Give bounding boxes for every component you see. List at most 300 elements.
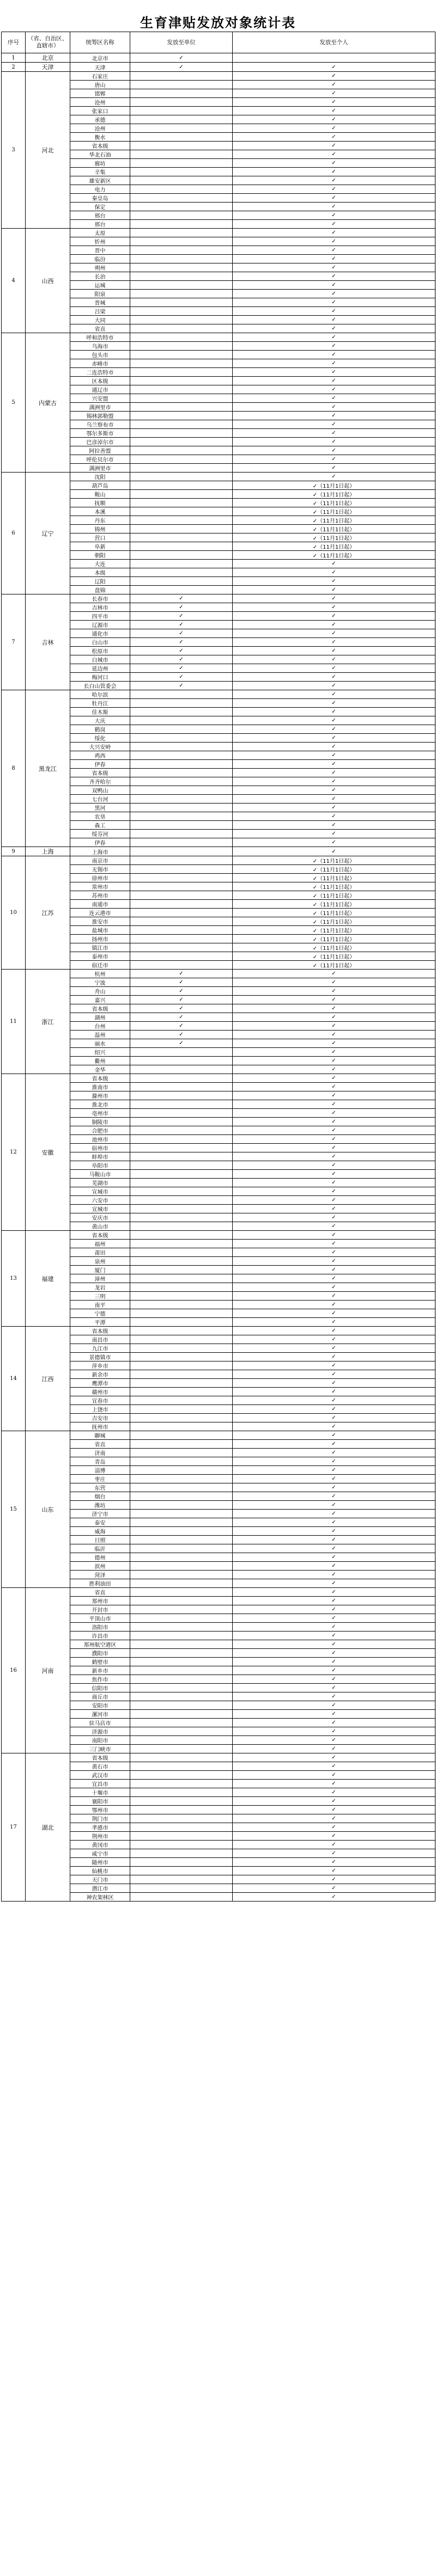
row-unit-check [130, 499, 233, 507]
row-agency: 景德镇市 [70, 1353, 130, 1361]
row-person-check: ✓（11月1日起） [233, 499, 435, 507]
row-person-check: ✓ [233, 1579, 435, 1588]
row-person-check: ✓ [233, 1483, 435, 1492]
row-unit-check [130, 900, 233, 909]
check-icon: ✓ [179, 622, 184, 628]
row-person-check: ✓（11月1日起） [233, 917, 435, 926]
row-agency: 省直 [70, 1588, 130, 1597]
row-province: 江西 [26, 1327, 70, 1431]
row-person-check: ✓ [233, 1248, 435, 1257]
row-agency: 宣城市 [70, 1187, 130, 1196]
row-province: 北京 [26, 53, 70, 63]
row-unit-check [130, 1405, 233, 1414]
row-unit-check [130, 1283, 233, 1292]
row-province: 浙江 [26, 970, 70, 1074]
row-agency: 徐州市 [70, 874, 130, 882]
row-person-check: ✓ [233, 1022, 435, 1031]
row-person-check: ✓ [233, 185, 435, 194]
row-person-check: ✓ [233, 385, 435, 394]
row-unit-check [130, 1884, 233, 1893]
row-seq: 3 [2, 72, 26, 229]
row-agency: 连云港市 [70, 909, 130, 917]
row-agency: 牡丹江 [70, 699, 130, 708]
allowance-table [1, 32, 435, 1902]
row-person-check: ✓ [233, 682, 435, 690]
row-person-check: ✓ [233, 211, 435, 220]
row-person-check: ✓ [233, 281, 435, 290]
row-unit-check [130, 1579, 233, 1588]
row-person-check: ✓ [233, 1501, 435, 1510]
row-person-check: ✓ [233, 176, 435, 185]
row-agency: 省本级 [70, 1004, 130, 1013]
row-unit-check [130, 115, 233, 124]
row-unit-check [130, 263, 233, 272]
row-unit-check [130, 1266, 233, 1274]
row-person-check: ✓ [233, 290, 435, 298]
row-person-check: ✓ [233, 220, 435, 229]
row-person-check: ✓ [233, 1692, 435, 1701]
row-person-check: ✓（11月1日起） [233, 961, 435, 970]
row-person-check: ✓ [233, 812, 435, 821]
header-province: （省、自治区、直辖市） [26, 32, 70, 53]
row-unit-check [130, 333, 233, 342]
row-agency: 温州 [70, 1031, 130, 1039]
row-unit-check [130, 438, 233, 446]
row-unit-check [130, 1022, 233, 1031]
row-person-check: ✓（11月1日起） [233, 490, 435, 499]
row-person-check: ✓ [233, 429, 435, 438]
row-unit-check [130, 1492, 233, 1501]
row-agency: 长白山管委会 [70, 682, 130, 690]
table-header-row [2, 32, 435, 53]
row-person-check: ✓ [233, 1144, 435, 1152]
row-unit-check [130, 1536, 233, 1544]
row-agency: 邯郸 [70, 89, 130, 98]
row-agency: 东营 [70, 1483, 130, 1492]
row-agency: 苏州市 [70, 891, 130, 900]
check-icon: ✓ [179, 657, 184, 663]
row-unit-check [130, 298, 233, 307]
row-agency: 阿拉善盟 [70, 446, 130, 455]
row-unit-check [130, 1083, 233, 1091]
row-agency: 通辽市 [70, 385, 130, 394]
row-unit-check [130, 551, 233, 560]
row-agency: 天津 [70, 63, 130, 72]
row-unit-check [130, 1414, 233, 1422]
row-person-check: ✓ [233, 1222, 435, 1231]
row-person-check: ✓ [233, 107, 435, 115]
row-unit-check [130, 1091, 233, 1100]
row-unit-check [130, 1762, 233, 1771]
row-unit-check [130, 891, 233, 900]
check-icon: ✓ [179, 64, 184, 70]
row-agency: 舟山 [70, 987, 130, 996]
row-unit-check [130, 316, 233, 324]
row-agency: 厦门 [70, 1266, 130, 1274]
row-unit-check [130, 1327, 233, 1335]
row-agency: 齐齐哈尔 [70, 777, 130, 786]
row-person-check: ✓（11月1日起） [233, 935, 435, 943]
row-province: 湖北 [26, 1753, 70, 1902]
row-agency: 龙岩 [70, 1283, 130, 1292]
row-person-check: ✓ [233, 1083, 435, 1091]
row-person-check: ✓ [233, 1849, 435, 1858]
row-agency: 焦作市 [70, 1675, 130, 1684]
row-person-check: ✓ [233, 1283, 435, 1292]
row-agency: 德州 [70, 1553, 130, 1562]
row-agency: 大兴安岭 [70, 743, 130, 751]
row-unit-check [130, 185, 233, 194]
row-unit-check [130, 1658, 233, 1666]
row-agency: 鹰潭市 [70, 1379, 130, 1388]
row-person-check: ✓ [233, 1701, 435, 1710]
row-person-check: ✓ [233, 246, 435, 255]
row-agency: 郑州市 [70, 1597, 130, 1605]
row-agency: 萍乡市 [70, 1361, 130, 1370]
row-agency: 葫芦岛 [70, 481, 130, 490]
row-agency: 张家口 [70, 107, 130, 115]
row-agency: 菏泽 [70, 1571, 130, 1579]
row-agency: 哈尔滨 [70, 690, 130, 699]
row-unit-check [130, 1483, 233, 1492]
row-agency: 烟台 [70, 1492, 130, 1501]
row-person-check: ✓ [233, 1292, 435, 1301]
row-unit-check [130, 594, 233, 603]
row-person-check: ✓ [233, 446, 435, 455]
row-person-check: ✓ [233, 229, 435, 237]
row-unit-check [130, 603, 233, 612]
row-person-check: ✓ [233, 1632, 435, 1640]
row-agency: 鄂州市 [70, 1806, 130, 1814]
row-unit-check [130, 1605, 233, 1614]
row-agency: 滁州市 [70, 1091, 130, 1100]
row-unit-check [130, 1753, 233, 1762]
row-agency: 运城 [70, 281, 130, 290]
row-agency: 芜湖市 [70, 1179, 130, 1187]
row-person-check: ✓ [233, 272, 435, 281]
row-agency: 亳州市 [70, 1109, 130, 1118]
row-person-check: ✓ [233, 255, 435, 263]
row-unit-check [130, 533, 233, 542]
row-unit-check [130, 133, 233, 142]
row-province: 江苏 [26, 856, 70, 970]
row-person-check: ✓ [233, 1605, 435, 1614]
row-unit-check [130, 1213, 233, 1222]
row-agency: 宣城市 [70, 1205, 130, 1213]
row-agency: 锦州 [70, 525, 130, 533]
row-agency: 安庆市 [70, 1213, 130, 1222]
row-unit-check [130, 81, 233, 89]
row-agency: 鹤岗 [70, 725, 130, 734]
row-unit-check [130, 1135, 233, 1144]
row-unit-check [130, 1431, 233, 1440]
row-person-check: ✓ [233, 655, 435, 664]
row-agency: 泰安 [70, 1518, 130, 1527]
row-person-check: ✓（11月1日起） [233, 900, 435, 909]
row-agency: 常州市 [70, 882, 130, 891]
row-unit-check [130, 255, 233, 263]
row-person-check: ✓ [233, 1126, 435, 1135]
row-person-check: ✓ [233, 1527, 435, 1536]
row-seq: 7 [2, 594, 26, 690]
row-agency: 吉安市 [70, 1414, 130, 1422]
check-icon: ✓ [179, 971, 184, 977]
row-agency: 伊春 [70, 760, 130, 769]
row-person-check: ✓ [233, 777, 435, 786]
row-person-check: ✓ [233, 1562, 435, 1571]
row-agency: 武汉市 [70, 1771, 130, 1780]
row-person-check: ✓ [233, 1675, 435, 1684]
row-unit-check [130, 874, 233, 882]
check-icon: ✓ [179, 674, 184, 680]
row-agency: 沧州 [70, 124, 130, 133]
row-agency: 吉林市 [70, 603, 130, 612]
row-unit-check [130, 725, 233, 734]
row-agency: 承德 [70, 115, 130, 124]
row-agency: 新余市 [70, 1370, 130, 1379]
row-agency: 辽阳 [70, 577, 130, 586]
row-person-check: ✓ [233, 1405, 435, 1414]
row-seq: 5 [2, 333, 26, 473]
row-unit-check [130, 281, 233, 290]
row-person-check: ✓ [233, 403, 435, 412]
row-agency: 阳泉 [70, 290, 130, 298]
row-person-check: ✓ [233, 1623, 435, 1632]
row-unit-check [130, 734, 233, 743]
row-unit-check [130, 324, 233, 333]
row-person-check: ✓ [233, 664, 435, 673]
row-unit-check [130, 1527, 233, 1536]
row-seq: 8 [2, 690, 26, 847]
row-person-check: ✓ [233, 1327, 435, 1335]
row-province: 黑龙江 [26, 690, 70, 847]
row-agency: 平潭 [70, 1318, 130, 1327]
row-unit-check [130, 690, 233, 699]
row-person-check: ✓ [233, 1841, 435, 1849]
check-icon: ✓ [179, 630, 184, 636]
row-person-check: ✓ [233, 115, 435, 124]
row-person-check: ✓ [233, 368, 435, 377]
row-unit-check [130, 1849, 233, 1858]
row-person-check: ✓ [233, 1753, 435, 1762]
row-person-check: ✓（11月1日起） [233, 891, 435, 900]
row-unit-check [130, 455, 233, 464]
row-person-check: ✓ [233, 1414, 435, 1422]
row-unit-check [130, 1196, 233, 1205]
row-person-check: ✓ [233, 734, 435, 743]
row-agency: 淄博 [70, 1466, 130, 1475]
row-person-check: ✓ [233, 1658, 435, 1666]
row-agency: 荆门市 [70, 1814, 130, 1823]
check-icon: ✓ [179, 1023, 184, 1029]
row-unit-check [130, 1344, 233, 1353]
check-icon: ✓ [179, 665, 184, 671]
row-person-check: ✓ [233, 333, 435, 342]
table-row [2, 847, 435, 856]
row-agency: 池州市 [70, 1135, 130, 1144]
row-person-check: ✓ [233, 751, 435, 760]
row-person-check: ✓（11月1日起） [233, 952, 435, 961]
row-agency: 淮南市 [70, 1083, 130, 1091]
row-agency: 新乡市 [70, 1666, 130, 1675]
table-row [2, 1231, 435, 1240]
row-person-check: ✓ [233, 594, 435, 603]
row-unit-check [130, 865, 233, 874]
row-unit-check [130, 307, 233, 316]
row-person-check: ✓ [233, 412, 435, 420]
row-unit-check [130, 1370, 233, 1379]
row-unit-check [130, 1109, 233, 1118]
row-unit-check [130, 1257, 233, 1266]
row-unit-check [130, 53, 233, 63]
check-icon: ✓ [179, 979, 184, 985]
row-person-check: ✓（11月1日起） [233, 926, 435, 935]
row-unit-check [130, 1745, 233, 1753]
row-agency: 神农架林区 [70, 1893, 130, 1902]
row-unit-check [130, 708, 233, 716]
row-agency: 兴安盟 [70, 394, 130, 403]
row-unit-check [130, 1858, 233, 1867]
row-unit-check [130, 403, 233, 412]
row-agency: 大庆 [70, 716, 130, 725]
row-person-check: ✓（11月1日起） [233, 874, 435, 882]
row-unit-check [130, 856, 233, 865]
row-person-check: ✓ [233, 473, 435, 481]
row-person-check: ✓ [233, 638, 435, 647]
row-agency: 石家庄 [70, 72, 130, 81]
row-agency: 松原市 [70, 647, 130, 655]
row-person-check: ✓ [233, 1544, 435, 1553]
row-person-check: ✓ [233, 1039, 435, 1048]
row-unit-check [130, 159, 233, 168]
row-seq: 4 [2, 229, 26, 333]
row-agency: 襄阳市 [70, 1797, 130, 1806]
row-unit-check [130, 63, 233, 72]
row-agency: 淮北市 [70, 1100, 130, 1109]
row-agency: 衢州 [70, 1057, 130, 1065]
row-person-check: ✓ [233, 1152, 435, 1161]
row-province: 山东 [26, 1431, 70, 1588]
row-person-check: ✓ [233, 1266, 435, 1274]
row-person-check: ✓ [233, 1170, 435, 1179]
row-person-check: ✓ [233, 1823, 435, 1832]
row-person-check: ✓ [233, 1727, 435, 1736]
row-person-check: ✓ [233, 1344, 435, 1353]
row-person-check: ✓ [233, 1065, 435, 1074]
check-icon: ✓ [179, 648, 184, 654]
row-person-check: ✓（11月1日起） [233, 507, 435, 516]
row-person-check: ✓ [233, 1797, 435, 1806]
row-unit-check [130, 1179, 233, 1187]
row-unit-check [130, 1814, 233, 1823]
row-agency: 省本级 [70, 1753, 130, 1762]
row-unit-check [130, 150, 233, 159]
row-person-check: ✓（11月1日起） [233, 943, 435, 952]
row-person-check: ✓ [233, 237, 435, 246]
row-agency: 无锡市 [70, 865, 130, 874]
row-agency: 沈阳 [70, 473, 130, 481]
row-unit-check [130, 970, 233, 978]
row-agency: 邢台 [70, 220, 130, 229]
row-person-check: ✓ [233, 1074, 435, 1083]
row-person-check: ✓ [233, 1274, 435, 1283]
row-unit-check [130, 290, 233, 298]
row-agency: 潜江市 [70, 1884, 130, 1893]
row-province: 吉林 [26, 594, 70, 690]
row-unit-check [130, 1501, 233, 1510]
row-agency: 电力 [70, 185, 130, 194]
row-unit-check [130, 516, 233, 525]
row-unit-check [130, 229, 233, 237]
row-unit-check [130, 664, 233, 673]
check-icon: ✓ [179, 613, 184, 619]
row-agency: 抚州市 [70, 1422, 130, 1431]
row-province: 辽宁 [26, 473, 70, 594]
row-agency: 鹤壁市 [70, 1658, 130, 1666]
row-agency: 枣庄 [70, 1475, 130, 1483]
row-unit-check [130, 1187, 233, 1196]
table-row [2, 1074, 435, 1083]
row-agency: 福州 [70, 1240, 130, 1248]
row-agency: 辽源市 [70, 621, 130, 629]
row-person-check: ✓ [233, 1100, 435, 1109]
row-unit-check [130, 1736, 233, 1745]
row-agency: 大连 [70, 560, 130, 568]
row-agency: 太原 [70, 229, 130, 237]
row-unit-check [130, 716, 233, 725]
row-agency: 鸡西 [70, 751, 130, 760]
row-person-check: ✓ [233, 1536, 435, 1544]
row-province: 河南 [26, 1588, 70, 1753]
row-unit-check [130, 926, 233, 935]
row-unit-check [130, 1048, 233, 1057]
row-agency: 泰州市 [70, 952, 130, 961]
check-icon: ✓ [179, 683, 184, 689]
row-agency: 二连浩特市 [70, 368, 130, 377]
row-agency: 吕梁 [70, 307, 130, 316]
row-unit-check [130, 237, 233, 246]
row-person-check: ✓ [233, 1109, 435, 1118]
row-agency: 三门峡市 [70, 1745, 130, 1753]
row-seq: 6 [2, 473, 26, 594]
row-person-check: ✓ [233, 1440, 435, 1449]
row-unit-check [130, 194, 233, 203]
row-unit-check [130, 751, 233, 760]
row-agency: 省直 [70, 324, 130, 333]
row-unit-check [130, 978, 233, 987]
row-person-check: ✓ [233, 1179, 435, 1187]
row-unit-check [130, 1797, 233, 1806]
row-agency: 天门市 [70, 1875, 130, 1884]
check-icon: ✓ [179, 596, 184, 602]
row-agency: 黑河 [70, 804, 130, 812]
row-unit-check [130, 211, 233, 220]
row-person-check: ✓ [233, 133, 435, 142]
row-person-check: ✓ [233, 63, 435, 72]
row-agency: 滨州 [70, 1562, 130, 1571]
row-person-check: ✓ [233, 629, 435, 638]
row-person-check: ✓ [233, 307, 435, 316]
row-agency: 宁德 [70, 1309, 130, 1318]
row-person-check: ✓ [233, 1013, 435, 1022]
row-unit-check [130, 1292, 233, 1301]
table-row [2, 1431, 435, 1440]
row-agency: 日照 [70, 1536, 130, 1544]
row-agency: 雄安新区 [70, 176, 130, 185]
row-person-check: ✓ [233, 1457, 435, 1466]
row-agency: 临汾 [70, 255, 130, 263]
row-agency: 呼和浩特市 [70, 333, 130, 342]
